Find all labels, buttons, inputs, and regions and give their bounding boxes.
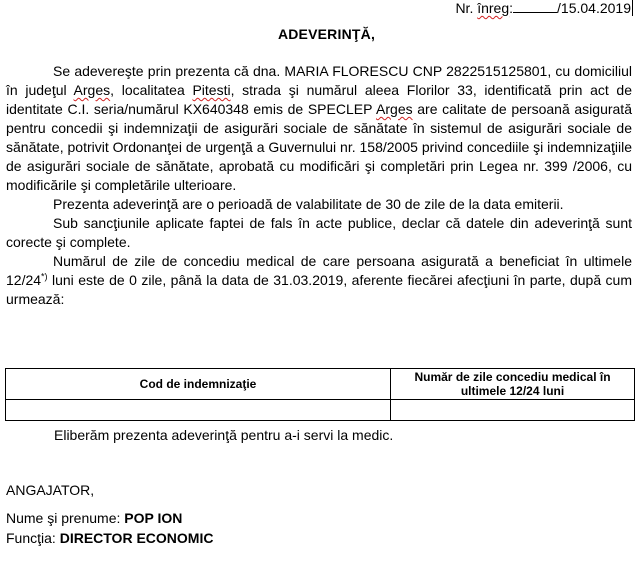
paragraph-validity: Prezenta adeverinţă are o perioadă de valabilitate de 30 de zile de la data emiterii. [53, 196, 564, 212]
reg-label-colon: : [509, 0, 514, 16]
reg-label-word: înreg [477, 0, 510, 16]
p4-text-b: luni este de 0 zile, până la data de 31.03.2019, aferente fiecărei afecţiuni în parte, după cum urmează: [6, 272, 632, 307]
p1-text-b: , localitatea [110, 82, 193, 98]
body-text [6, 62, 632, 309]
p1-text-d: are calitate de persoană asigurată pentru concedii şi indemnizaţii de asigurări sociale de sănătate în sistemul de asigurări sociale de sănătate, potrivit Ordonanţei de urgenţă a Guvernului nr. 158/2005 privind concediile şi indemnizaţiile de asigurări sociale de sănătate, aprobată cu modificări şi completări prin Legea nr. 399 /2006, cu modificările şi completările ulterioare. [6, 101, 632, 193]
document-title-text: ADEVERINŢĂ, [277, 26, 376, 42]
table-row [6, 400, 635, 421]
p1-text-a: Se adevereşte prin prezenta că dna. MARIA FLORESCU CNP 2822515125801, cu domiciliul în judeţul [6, 63, 632, 98]
employer-label: ANGAJATOR, [6, 482, 95, 498]
column-header-days: Număr de zile concediu medical în ultimele 12/24 luni [391, 369, 635, 400]
table-cell-days [391, 400, 635, 421]
reg-date: /15.04.2019 [557, 0, 631, 16]
medical-leave-table [5, 368, 635, 421]
paragraph-identity [6, 62, 632, 195]
reg-number-blank [513, 0, 557, 13]
name-label: Nume şi prenume: [6, 510, 125, 526]
name-value: POP ION [124, 510, 183, 526]
registration-number [455, 0, 633, 16]
p1-county: Arges [73, 82, 111, 98]
p1-issuer: Arges [376, 101, 413, 117]
reg-label-prefix: Nr. [455, 0, 478, 16]
function-label: Funcţia: [6, 530, 60, 546]
paragraph-medical-days [6, 252, 632, 309]
p1-text-c: , strada şi numărul aleea Florilor 33, identificată prin act de identitate C.I. seria/numărul KX640348 emis de SPECLEP [6, 82, 633, 117]
signatory-name [6, 510, 182, 526]
paragraph-declaration: Sub sancţiunile aplicate faptei de fals în acte publice, declar că datele din adeverinţă sunt corecte şi complete. [6, 215, 632, 250]
document-title [0, 26, 641, 42]
issue-statement: Eliberăm prezenta adeverinţă pentru a-i servi la medic. [54, 427, 394, 443]
p4-text-a: Numărul de zile de concediu medical de care persoana asigurată a beneficiat în ultimele 12/24 [6, 253, 632, 288]
p4-footnote-mark: *) [41, 271, 48, 282]
function-value: DIRECTOR ECONOMIC [59, 530, 214, 546]
column-header-code: Cod de indemnizaţie [6, 369, 391, 400]
p1-city: Pitesti [192, 82, 231, 98]
table-cell-code [6, 400, 391, 421]
table-header-row [6, 369, 635, 400]
signatory-function [6, 530, 213, 546]
